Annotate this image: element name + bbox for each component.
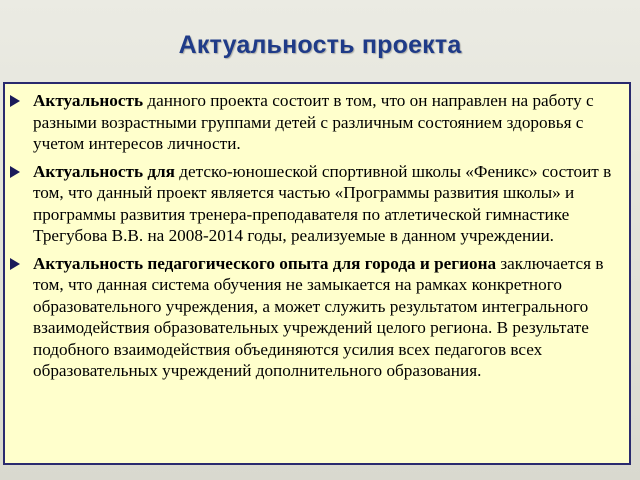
bullet-item-relevance-for-region (7, 253, 623, 382)
bullet-text: данного проекта состоит в том, что он направлен на работу с разными возрастными группами детей с различным состоянием здоровья с учетом интересов личности. (33, 91, 594, 153)
bullet-lead: Актуальность для (33, 161, 175, 181)
triangle-bullet-icon (10, 258, 20, 270)
slide-title: Актуальность проекта (178, 31, 462, 59)
bullet-lead: Актуальность педагогического опыта для города и региона (33, 253, 497, 273)
bullet-lead: Актуальность (33, 91, 144, 110)
bullet-list (5, 84, 629, 382)
bullet-item-relevance-for-school (7, 161, 623, 247)
bullet-text: заключается в том, что данная система обучения не замыкается на рамках конкретного образовательного учреждения, а может служить результатом интегрального взаимодействия образовательных учреждений целого региона. В результате подобного взаимодействия объединяются усилия всех педагогов всех образовательных учреждений дополнительного образования. (33, 253, 604, 380)
content-box (3, 82, 631, 465)
triangle-bullet-icon (10, 95, 20, 107)
triangle-bullet-icon (10, 166, 20, 178)
bullet-item-relevance (7, 90, 623, 155)
bullet-text: детско-юношеской спортивной школы «Феникс» состоит в том, что данный проект является частью «Программы развития школы» и программы развития тренера-преподавателя по атлетической гимнастике Трегубова В.В. на 2008-2014 годы, реализуемые в данном учреждении. (33, 161, 612, 245)
